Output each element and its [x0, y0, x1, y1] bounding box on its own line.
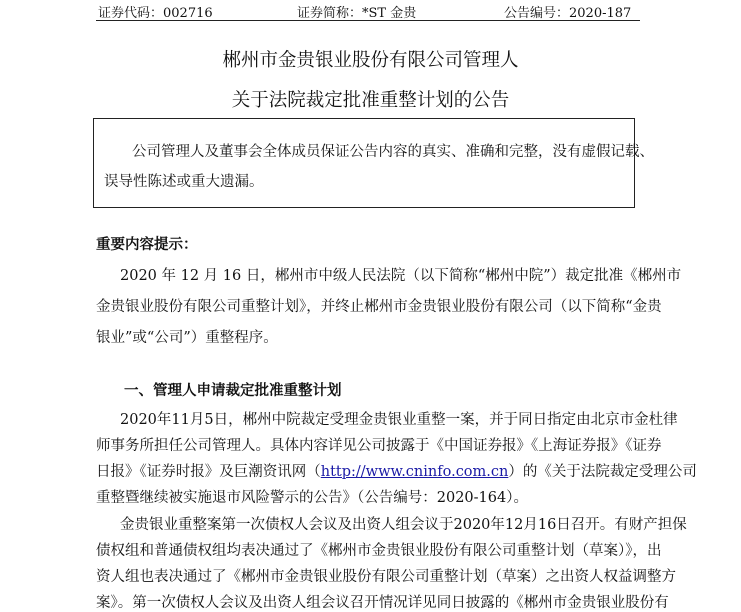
document-title-line1: 郴州市金贵银业股份有限公司管理人 — [222, 50, 519, 71]
important-line3: 银业”或“公司”）重整程序。 — [96, 330, 278, 346]
section1-heading: 一、管理人申请裁定批准重整计划 — [124, 383, 342, 399]
para2-line2: 债权组和普通债权组均表决通过了《郴州市金贵银业股份有限公司重整计划（草案）》，出 — [96, 543, 662, 559]
cninfo-link[interactable]: http://www.cninfo.com.cn — [320, 464, 509, 480]
stock-abbreviation: 证券简称：*ST 金贵 — [297, 6, 417, 21]
para1-line4: 重整暨继续被实施退市风险警示的公告》（公告编号：2020-164）。 — [96, 490, 528, 506]
important-line1: 2020 年 12 月 16 日，郴州市中级人民法院（以下简称“郴州中院”）裁定批准《郴州市 — [120, 268, 682, 284]
disclaimer-line2: 误导性陈述或重大遗漏。 — [104, 174, 264, 190]
para1-line1: 2020年11月5日，郴州中院裁定受理金贵银业重整一案，并于同日指定由北京市金杜律 — [120, 412, 678, 428]
para1-line3-pre: 日报》《证券时报》及巨潮资讯网（ — [96, 464, 321, 480]
disclaimer-line1: 公司管理人及董事会全体成员保证公告内容的真实、准确和完整，没有虚假记载、 — [132, 144, 654, 160]
para2-line4: 案》。第一次债权人会议及出资人组会议召开情况详见同日披露的《郴州市金贵银业股份有 — [96, 595, 669, 611]
disclaimer-box — [93, 118, 654, 208]
para1-line3 — [96, 460, 697, 481]
important-heading: 重要内容提示： — [96, 237, 198, 253]
notice-number: 公告编号：2020-187 — [504, 6, 632, 21]
important-line2: 金贵银业股份有限公司重整计划》，并终止郴州市金贵银业股份有限公司（以下简称“金贵 — [96, 299, 662, 315]
header-divider — [96, 20, 640, 21]
header-meta — [0, 0, 741, 22]
para2-line1: 金贵银业重整案第一次债权人会议及出资人组会议于2020年12月16日召开。有财产担保 — [120, 517, 687, 533]
stock-code: 证券代码：002716 — [98, 6, 213, 21]
para1-line3-post: ）的《关于法院裁定受理公司 — [508, 464, 697, 480]
para2-line3: 资人组也表决通过了《郴州市金贵银业股份有限公司重整计划（草案）之出资人权益调整方 — [96, 569, 676, 585]
para1-line2: 师事务所担任公司管理人。具体内容详见公司披露于《中国证券报》《上海证券报》《证券 — [96, 438, 662, 454]
document-title-line2: 关于法院裁定批准重整计划的公告 — [231, 90, 510, 111]
